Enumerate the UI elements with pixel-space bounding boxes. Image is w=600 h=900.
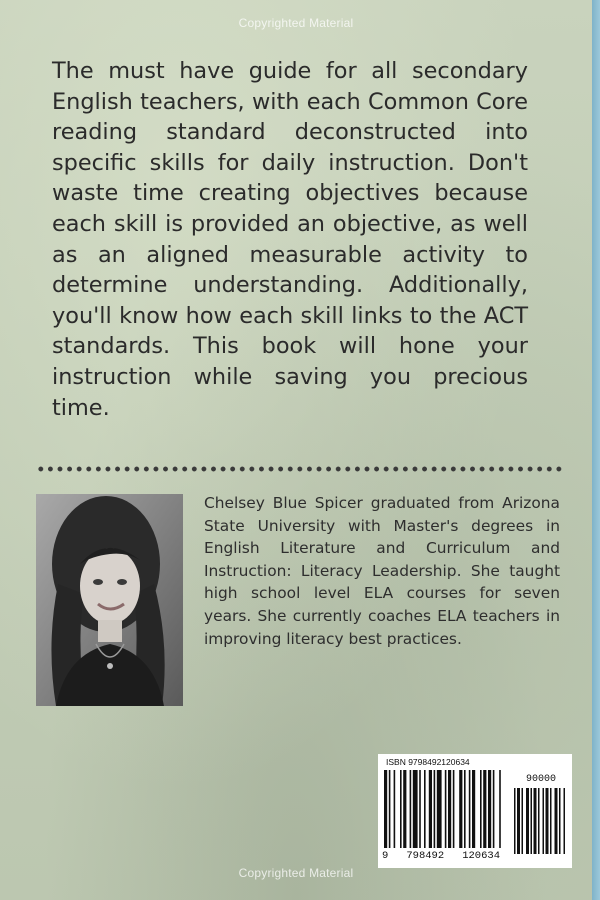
addon-bar (538, 788, 540, 854)
addon-bar (522, 788, 524, 854)
isbn-digit-first: 9 (382, 850, 389, 862)
addon-bar (559, 788, 561, 854)
barcode-bar (410, 770, 412, 848)
barcode-bar (448, 770, 451, 848)
barcode-bar (419, 770, 421, 848)
addon-bar (526, 788, 529, 854)
addon-bar (517, 788, 520, 854)
barcode-bar (488, 770, 491, 848)
addon-bar (531, 788, 533, 854)
barcode-bar (403, 770, 406, 848)
barcode-bar (483, 770, 486, 848)
addon-bar (550, 788, 552, 854)
barcode-bar (424, 770, 426, 848)
addon-bar (534, 788, 537, 854)
spine-edge (592, 0, 600, 900)
barcode-bar (389, 770, 391, 848)
barcode-bar (400, 770, 402, 848)
barcode-bar (493, 770, 495, 848)
barcode-bar (464, 770, 466, 848)
addon-bar (543, 788, 545, 854)
barcode-bar (480, 770, 482, 848)
addon-bar (514, 788, 516, 854)
addon-bar (546, 788, 549, 854)
barcode-bar (413, 770, 418, 848)
author-photo (36, 494, 183, 706)
isbn-digit-group-2: 120634 (462, 850, 500, 862)
author-portrait-icon (36, 494, 183, 706)
barcode-bar (434, 770, 436, 848)
barcode-bar (499, 770, 501, 848)
barcode-bar (429, 770, 432, 848)
isbn-digits (382, 850, 500, 862)
watermark-top: Copyrighted Material (238, 16, 354, 30)
barcode-bar (394, 770, 396, 848)
isbn-barcode (378, 754, 572, 868)
barcode-bar (453, 770, 455, 848)
watermark-bottom: Copyrighted Material (238, 866, 354, 880)
barcode-bar (445, 770, 447, 848)
author-bio: Chelsey Blue Spicer graduated from Arizona State University with Master's degrees in English Literature and Curriculum and Instruction: Literacy Leadership. She taught high school level ELA courses for seven years. She currently coaches ELA teachers in improving literacy best practices. (204, 494, 560, 648)
barcode-bar (459, 770, 462, 848)
addon-bar (555, 788, 558, 854)
barcode-bar (472, 770, 475, 848)
barcode-bar (384, 770, 387, 848)
addon-bar (564, 788, 566, 854)
book-blurb: The must have guide for all secondary English teachers, with each Common Core reading standard deconstructed into specific skills for daily instruction. Don't waste time creating objectives because each skill is provided an objective, as well as an aligned measurable activity to determine understanding. Additionally, you'll know how each skill links to the ACT standards. This book will hone your instruction while saving you precious time. (52, 58, 528, 421)
isbn-label: ISBN 9798492120634 (386, 757, 470, 767)
barcode-bars (378, 754, 572, 854)
dotted-divider (36, 466, 564, 472)
barcode-bar (469, 770, 471, 848)
price-code: 90000 (526, 774, 557, 785)
barcode-bar (437, 770, 442, 848)
isbn-digit-group-1: 798492 (406, 850, 445, 862)
